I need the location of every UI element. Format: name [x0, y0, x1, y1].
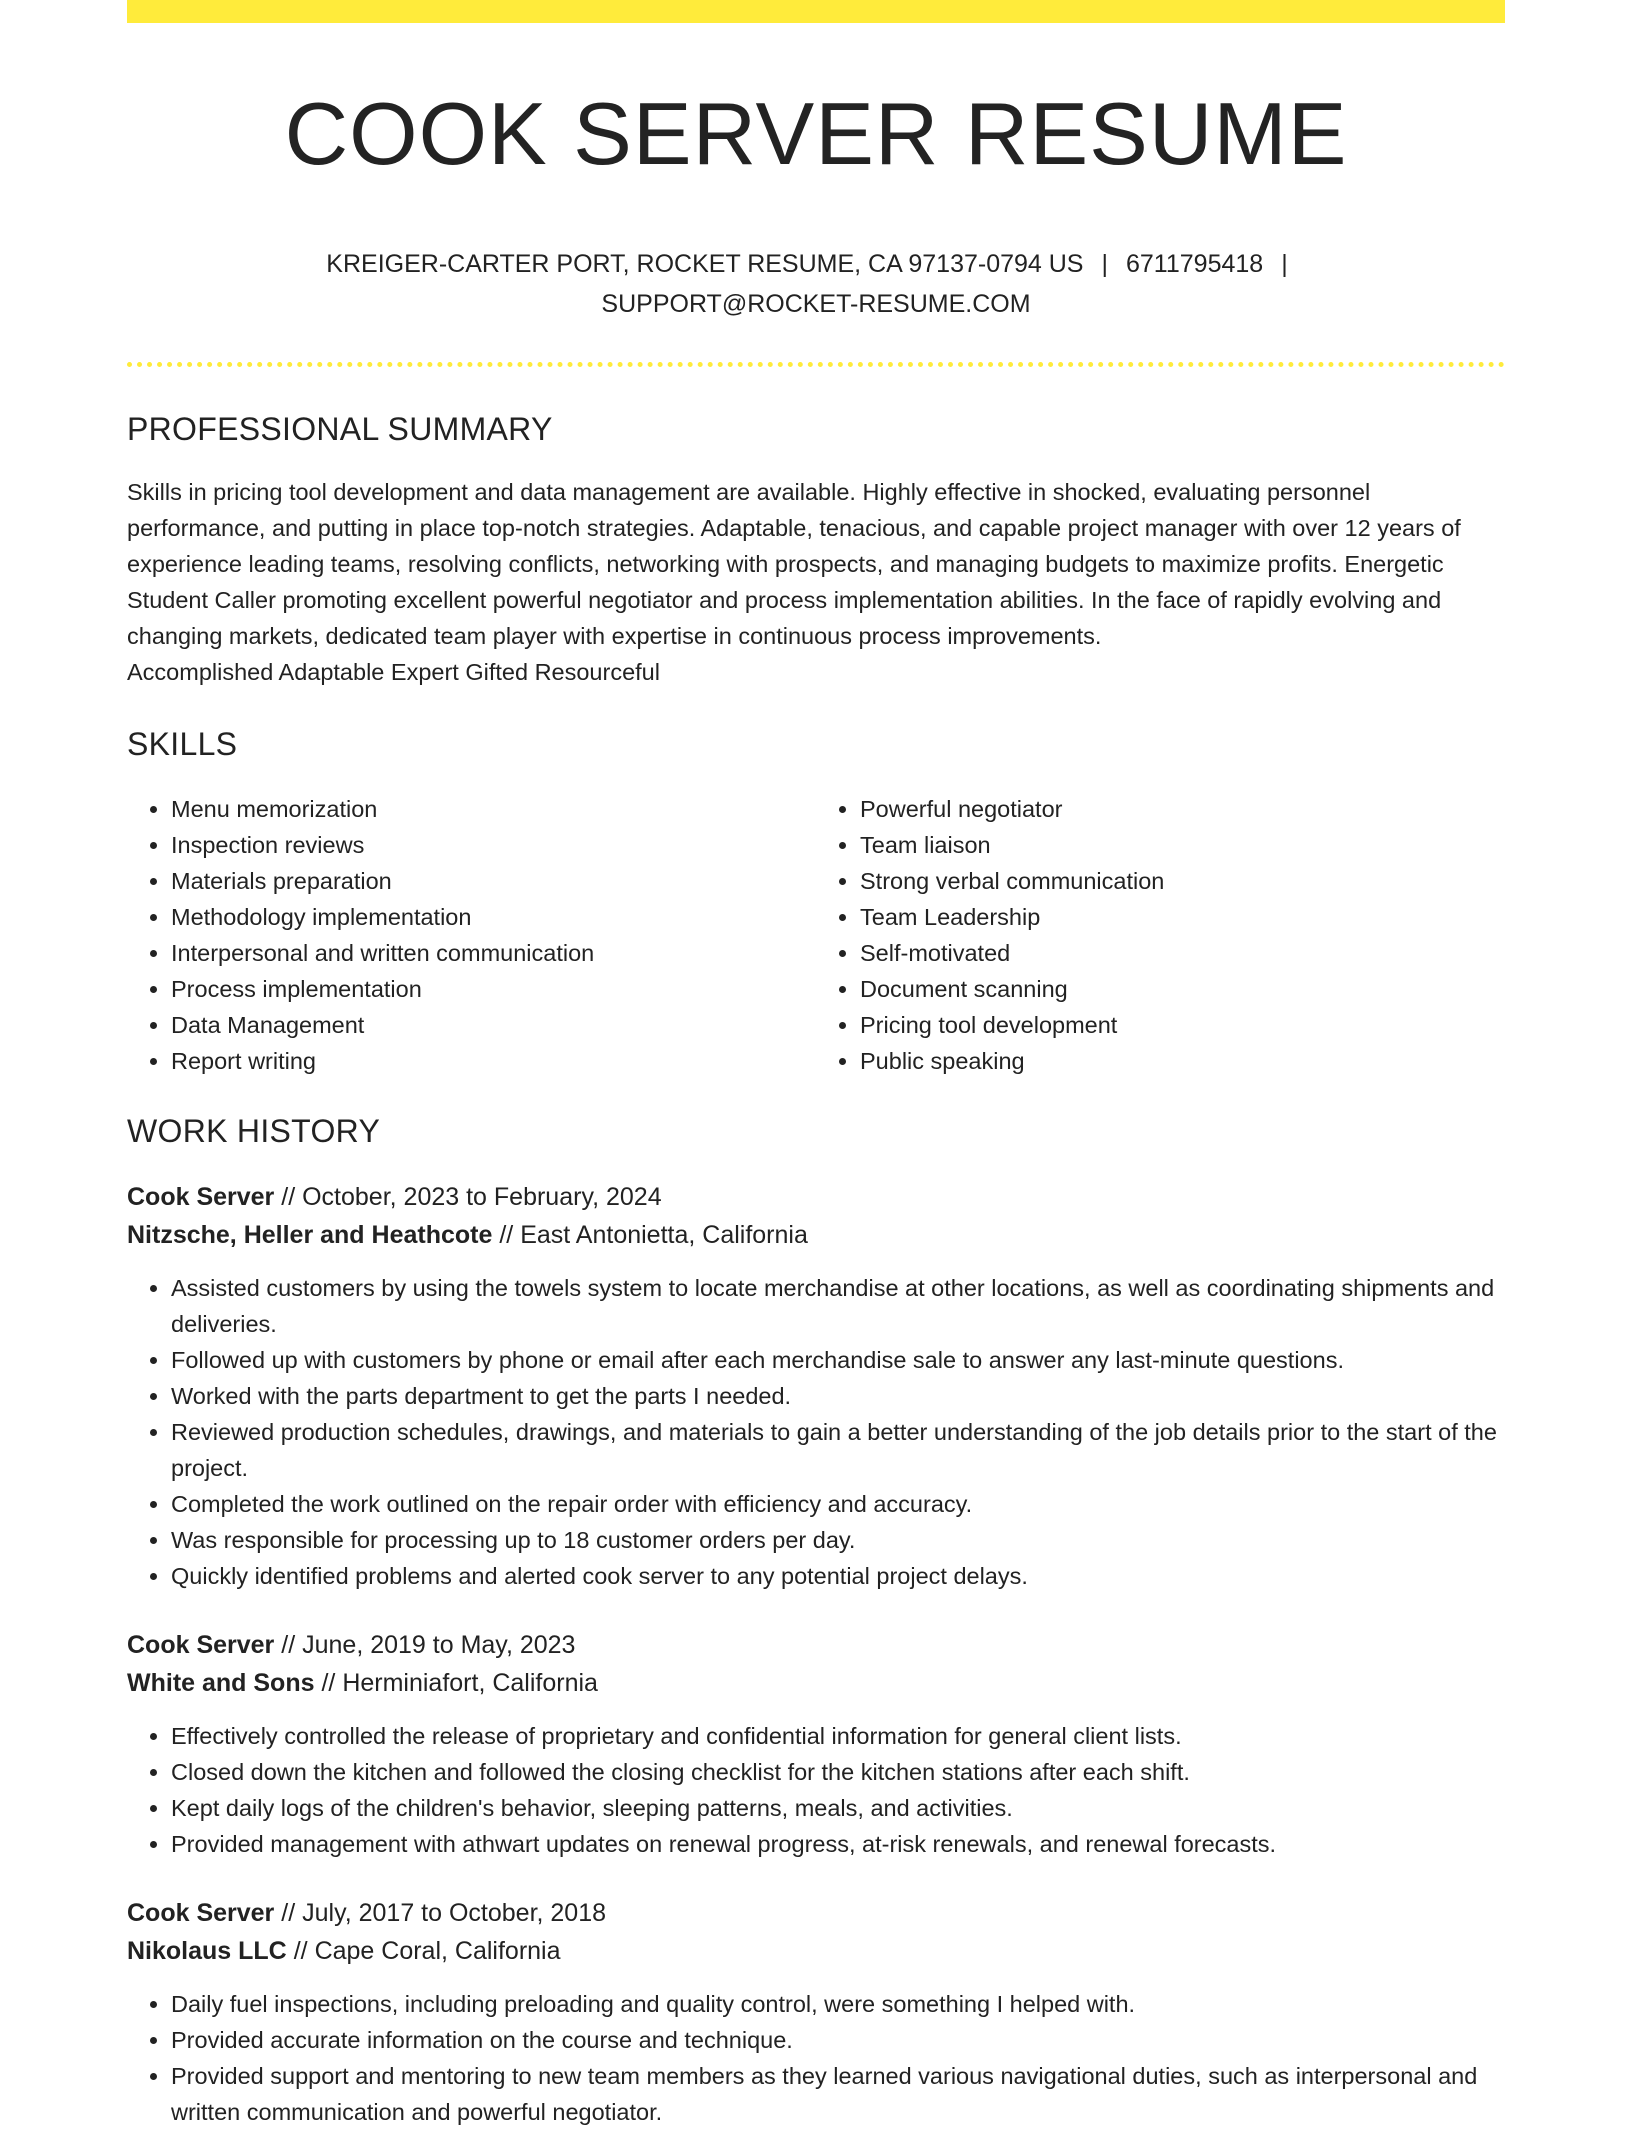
divider: // — [281, 1183, 296, 1212]
duty-item: • Completed the work outlined on the repair order with efficiency and accuracy. — [171, 1486, 1505, 1522]
work-history-list — [127, 1178, 1505, 2130]
job-title-line — [127, 1894, 1505, 1932]
work-history-heading: WORK HISTORY — [127, 1113, 381, 1150]
job-entry — [127, 1178, 1505, 1594]
skills-columns — [127, 791, 1505, 1079]
skill-item: • Team liaison — [860, 827, 1505, 863]
job-dates: June, 2019 to May, 2023 — [302, 1631, 576, 1660]
duty-item: • Provided support and mentoring to new team members as they learned various navigational duties, such as interpersonal and written communication and powerful negotiator. — [171, 2058, 1505, 2130]
skill-item: • Public speaking — [860, 1043, 1505, 1079]
duty-list — [127, 1986, 1505, 2130]
job-location: Cape Coral, California — [314, 1937, 561, 1966]
duty-item: • Effectively controlled the release of proprietary and confidential information for general client lists. — [171, 1718, 1505, 1754]
job-title-line — [127, 1626, 1505, 1664]
company-line — [127, 1932, 1505, 1970]
skill-item: • Pricing tool development — [860, 1007, 1505, 1043]
dotted-divider — [127, 362, 1505, 367]
company-name: Nikolaus LLC — [127, 1937, 287, 1966]
duty-item: • Followed up with customers by phone or email after each merchandise sale to answer any last-minute questions. — [171, 1342, 1505, 1378]
summary-traits: Accomplished Adaptable Expert Gifted Resourceful — [127, 659, 660, 686]
job-location: East Antonietta, California — [520, 1221, 808, 1250]
divider: // — [281, 1631, 296, 1660]
divider: // — [293, 1937, 308, 1966]
job-dates: October, 2023 to February, 2024 — [302, 1183, 662, 1212]
duty-list — [127, 1270, 1505, 1594]
duty-item: • Worked with the parts department to get the parts I needed. — [171, 1378, 1505, 1414]
divider: // — [499, 1221, 514, 1250]
job-title-line — [127, 1178, 1505, 1216]
skills-list-right — [816, 791, 1505, 1079]
skill-item: • Report writing — [171, 1043, 816, 1079]
duty-item: • Daily fuel inspections, including preloading and quality control, were something I helped with. — [171, 1986, 1505, 2022]
duty-item: • Assisted customers by using the towels system to locate merchandise at other locations, as well as coordinating shipments and deliveries. — [171, 1270, 1505, 1342]
skill-item: • Interpersonal and written communication — [171, 935, 816, 971]
skill-item: • Process implementation — [171, 971, 816, 1007]
skill-item: • Inspection reviews — [171, 827, 816, 863]
divider: // — [321, 1669, 336, 1698]
resume-page — [127, 0, 1505, 2130]
summary-text — [127, 474, 1505, 690]
skill-item: • Data Management — [171, 1007, 816, 1043]
resume-title: COOK SERVER RESUME — [284, 84, 1348, 183]
skill-item: • Team Leadership — [860, 899, 1505, 935]
contact-separator: | — [1281, 250, 1288, 279]
job-entry — [127, 1626, 1505, 1862]
skill-item: • Materials preparation — [171, 863, 816, 899]
company-line — [127, 1664, 1505, 1702]
skills-list-left — [127, 791, 816, 1079]
skill-item: • Menu memorization — [171, 791, 816, 827]
company-line — [127, 1216, 1505, 1254]
duty-item: • Was responsible for processing up to 18 customer orders per day. — [171, 1522, 1505, 1558]
job-entry — [127, 1894, 1505, 2130]
duty-item: • Provided accurate information on the course and technique. — [171, 2022, 1505, 2058]
duty-item: • Kept daily logs of the children's behavior, sleeping patterns, meals, and activities. — [171, 1790, 1505, 1826]
address: KREIGER-CARTER PORT, ROCKET RESUME, CA 97137-0794 US — [326, 250, 1084, 279]
company-name: White and Sons — [127, 1669, 315, 1698]
divider: // — [281, 1899, 296, 1928]
accent-bar — [127, 0, 1505, 23]
skills-heading: SKILLS — [127, 726, 238, 763]
summary-heading: PROFESSIONAL SUMMARY — [127, 411, 553, 448]
duty-item: • Closed down the kitchen and followed the closing checklist for the kitchen stations after each shift. — [171, 1754, 1505, 1790]
contact-info — [127, 244, 1505, 324]
skill-item: • Document scanning — [860, 971, 1505, 1007]
contact-separator: | — [1101, 250, 1108, 279]
skill-item: • Powerful negotiator — [860, 791, 1505, 827]
job-title: Cook Server — [127, 1631, 275, 1660]
duty-item: • Provided management with athwart updates on renewal progress, at-risk renewals, and renewal forecasts. — [171, 1826, 1505, 1862]
job-title: Cook Server — [127, 1183, 275, 1212]
phone: 6711795418 — [1126, 250, 1264, 279]
duty-item: • Quickly identified problems and alerted cook server to any potential project delays. — [171, 1558, 1505, 1594]
summary-paragraph: Skills in pricing tool development and data management are available. Highly effective in shocked, evaluating personnel performance, and putting in place top-notch strategies. Adaptable, tenacious, and capable project manager with over 12 years of experience leading teams, resolving conflicts, networking with prospects, and managing budgets to maximize profits. Energetic Student Caller promoting excellent powerful negotiator and process implementation abilities. In the face of rapidly evolving and changing markets, dedicated team player with expertise in continuous process improvements. — [127, 479, 1461, 650]
company-name: Nitzsche, Heller and Heathcote — [127, 1221, 493, 1250]
duty-list — [127, 1718, 1505, 1862]
job-dates: July, 2017 to October, 2018 — [302, 1899, 607, 1928]
job-location: Herminiafort, California — [342, 1669, 598, 1698]
duty-item: • Reviewed production schedules, drawings, and materials to gain a better understanding of the job details prior to the start of the project. — [171, 1414, 1505, 1486]
job-title: Cook Server — [127, 1899, 275, 1928]
email: SUPPORT@ROCKET-RESUME.COM — [601, 290, 1031, 319]
skill-item: • Methodology implementation — [171, 899, 816, 935]
skill-item: • Self-motivated — [860, 935, 1505, 971]
skill-item: • Strong verbal communication — [860, 863, 1505, 899]
